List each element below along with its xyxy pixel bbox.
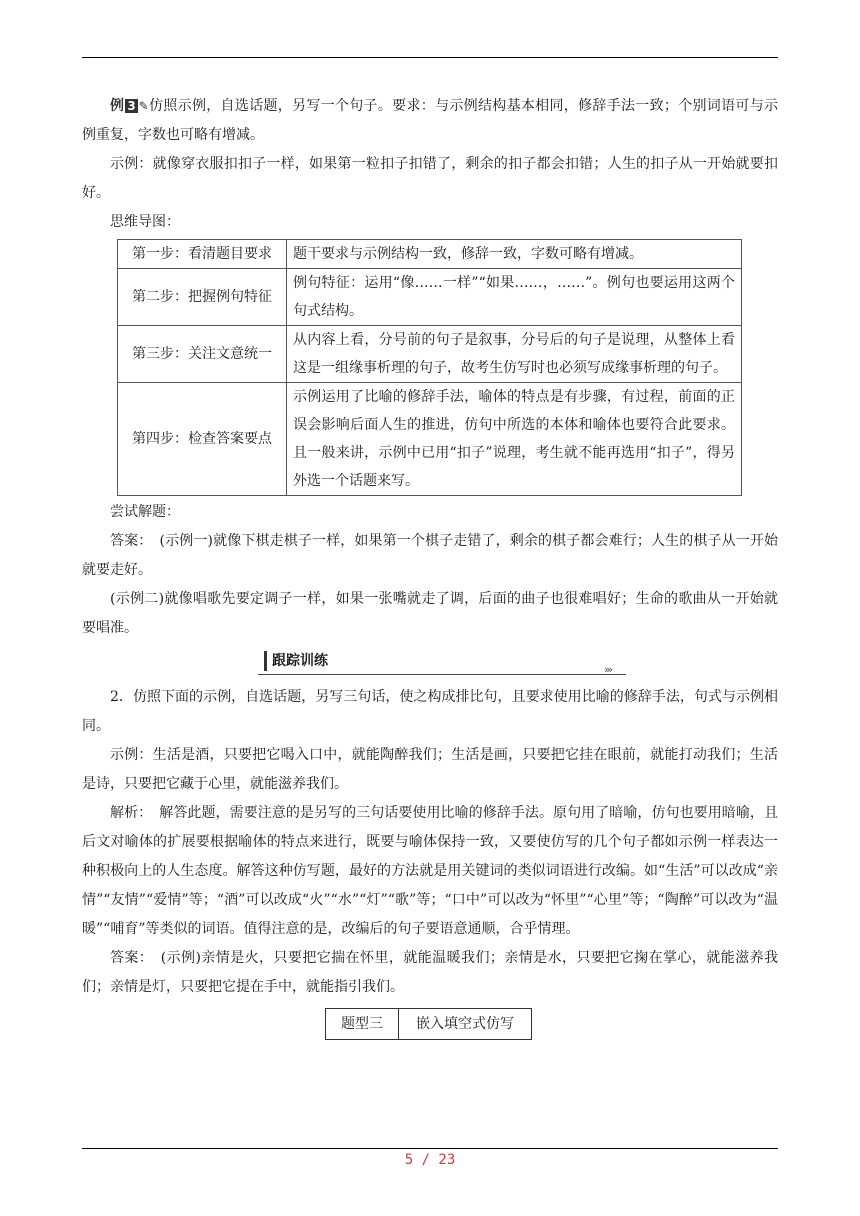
- chevrons-right-icon: ›››: [604, 663, 612, 676]
- mindmap-desc: 题干要求与示例结构一致，修辞一致，字数可略有增减。: [287, 240, 742, 269]
- example3-sample: 示例：就像穿衣服扣扣子一样，如果第一粒扣子扣错了，剩余的扣子都会扣错；人生的扣子从一开始就要扣好。: [82, 156, 778, 201]
- question2-prompt: 2．仿照下面的示例，自选话题，另写三句话，使之构成排比句，且要求使用比喻的修辞手法，句式与示例相同。: [82, 689, 778, 734]
- mindmap-step: 第二步：把握例句特征: [118, 269, 287, 326]
- mindmap-step: 第三步：关注文意统一: [118, 326, 287, 383]
- example3-prompt: [82, 92, 778, 150]
- mindmap-table: [117, 239, 742, 496]
- question-type-label: 题型三: [326, 1009, 399, 1040]
- question-type-name: 嵌入填空式仿写: [399, 1009, 532, 1040]
- mindmap-step: 第一步：看清题目要求: [118, 240, 287, 269]
- mindmap-step: 第四步：检查答案要点: [118, 383, 287, 496]
- example3-prompt-text: 仿照示例，自选话题，另写一个句子。要求：与示例结构基本相同，修辞手法一致；个别词语可与示例重复，字数也可略有增减。: [82, 98, 779, 143]
- mindmap-row: [118, 269, 742, 326]
- example-number: 3: [127, 99, 136, 113]
- example3-answer-2: (示例二)就像唱歌先要定调子一样，如果一张嘴就走了调，后面的曲子也很难唱好；生命的歌曲从一开始就要唱准。: [82, 591, 778, 636]
- example3-answer-1: 答案： (示例一)就像下棋走棋子一样，如果第一个棋子走错了，剩余的棋子都会难行；人生的棋子从一开始就要走好。: [82, 533, 778, 578]
- mindmap-label: 思维导图：: [110, 214, 180, 230]
- header-rule: [82, 57, 778, 58]
- mindmap-row: [118, 240, 742, 269]
- mindmap-desc: 例句特征：运用“像……一样”“如果……，……”。例句也要运用这两个句式结构。: [287, 269, 742, 326]
- page-content: [82, 92, 778, 1040]
- mindmap-desc: 从内容上看，分号前的句子是叙事，分号后的句子是说理，从整体上看这是一组缘事析理的句子，故考生仿写时也必须写成缘事析理的句子。: [287, 326, 742, 383]
- question2-answer: 答案： (示例)亲情是火，只要把它揣在怀里，就能温暖我们；亲情是水，只要把它掬在掌心，就能滋养我们；亲情是灯，只要把它提在手中，就能指引我们。: [82, 950, 778, 995]
- example-label: 例: [110, 98, 125, 114]
- tracking-underline: [258, 674, 626, 675]
- mindmap-row: [118, 383, 742, 496]
- question2-analysis: 解析： 解答此题，需要注意的是另写的三句话要使用比喻的修辞手法。原句用了暗喻，仿句也要用暗喻，且后文对喻体的扩展要根据喻体的特点来进行，既要与喻体保持一致，又要使仿写的几个句子都如示例一样表达一种积极向上的人生态度。解答这种仿写题，最好的方法就是用关键词的类似词语进行改编。如“生活”可以改成“亲情”“友情”“爱情”等；“酒”可以改成“火”“水”“灯”“歌”等；“口中”可以改为“怀里”“心里”等；“陶醉”可以改为“温暖”“哺育”等类似的词语。值得注意的是，改编后的句子要语意通顺，合乎情理。: [82, 805, 778, 937]
- question-type-box: [325, 1008, 532, 1040]
- mindmap-desc: 示例运用了比喻的修辞手法，喻体的特点是有步骤，有过程，前面的正误会影响后面人生的推进，仿句中所选的本体和喻体也要符合此要求。且一般来讲，示例中已用“扣子”说理，考生就不能再选用“扣子”，得另外选一个话题来写。: [287, 383, 742, 496]
- tracking-title: 跟踪训练: [264, 651, 328, 671]
- mindmap-row: [118, 326, 742, 383]
- question2-sample: 示例：生活是酒，只要把它喝入口中，就能陶醉我们；生活是画，只要把它挂在眼前，就能打动我们；生活是诗，只要把它藏于心里，就能滋养我们。: [82, 747, 778, 792]
- try-label: 尝试解题：: [110, 504, 180, 520]
- page-number: 5 / 23: [404, 1152, 456, 1168]
- leaf-icon: ✎: [138, 99, 149, 113]
- footer-rule: [82, 1148, 778, 1149]
- tracking-section-header: [82, 643, 778, 683]
